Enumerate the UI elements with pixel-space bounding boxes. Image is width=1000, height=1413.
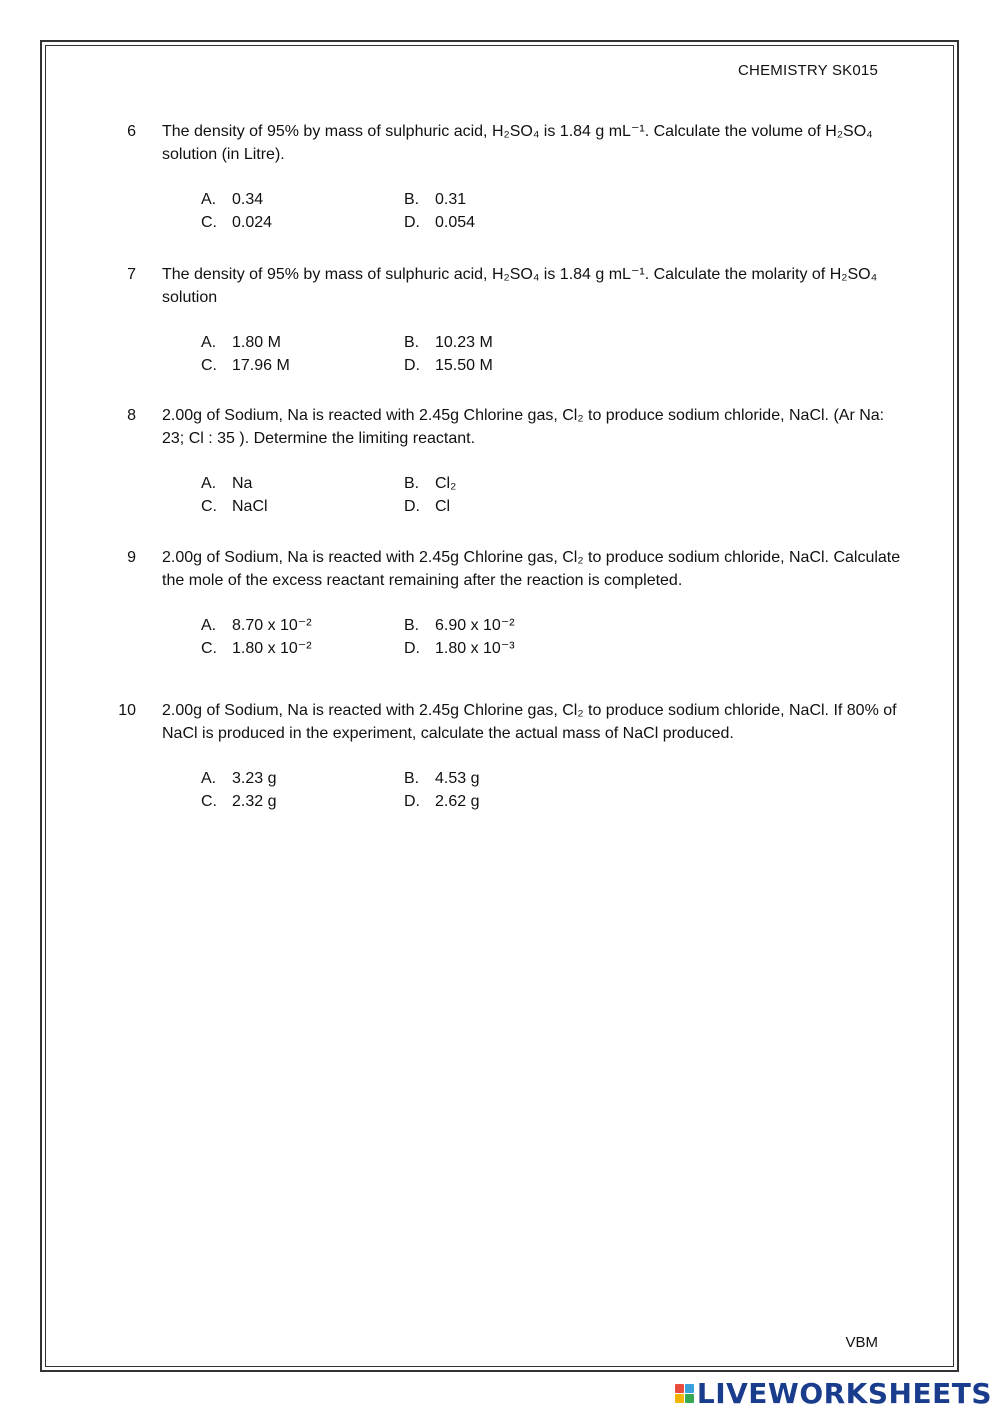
option-b[interactable] [404, 767, 604, 790]
question-text: 2.00g of Sodium, Na is reacted with 2.45g Chlorine gas, Cl₂ to produce sodium chloride, NaCl. If 80% of NaCl is produced in the experiment, calculate the actual mass of NaCl produced. [162, 702, 897, 742]
option-letter: C. [201, 498, 217, 515]
option-text: Cl [435, 498, 451, 515]
question-text: The density of 95% by mass of sulphuric acid, H₂SO₄ is 1.84 g mL⁻¹. Calculate the molarity of H₂SO₄ solution [162, 266, 878, 306]
option-letter: A. [201, 770, 217, 787]
question-text: 2.00g of Sodium, Na is reacted with 2.45g Chlorine gas, Cl₂ to produce sodium chloride, NaCl. (Ar Na: 23; Cl : 35 ). Determine the limiting reactant. [162, 407, 885, 447]
option-c[interactable] [201, 354, 404, 377]
options-group [201, 472, 906, 518]
option-letter: C. [201, 214, 217, 231]
liveworksheets-logo[interactable] [675, 1375, 992, 1411]
option-a[interactable] [201, 331, 404, 354]
option-c[interactable] [201, 637, 404, 660]
option-text: 0.024 [232, 214, 273, 231]
question-8 [116, 404, 906, 518]
logo-block [675, 1384, 684, 1393]
question-number: 8 [127, 407, 136, 424]
option-b[interactable] [404, 188, 604, 211]
option-letter: A. [201, 617, 217, 634]
option-d[interactable] [404, 354, 604, 377]
option-letter: C. [201, 640, 217, 657]
option-letter: D. [404, 498, 420, 515]
option-text: 2.62 g [435, 793, 480, 810]
option-b[interactable] [404, 472, 604, 495]
option-text: NaCl [232, 498, 268, 515]
logo-block [685, 1394, 694, 1403]
option-b[interactable] [404, 614, 604, 637]
footer-code: VBM [845, 1334, 878, 1351]
option-text: 15.50 M [435, 357, 493, 374]
option-b[interactable] [404, 331, 604, 354]
option-letter: D. [404, 640, 420, 657]
option-letter: B. [404, 334, 420, 351]
option-text: 1.80 x 10⁻² [232, 640, 312, 657]
option-letter: B. [404, 191, 420, 208]
question-6 [116, 120, 906, 234]
question-number: 9 [127, 549, 136, 566]
option-letter: C. [201, 793, 217, 810]
question-7 [116, 263, 906, 377]
option-c[interactable] [201, 790, 404, 813]
option-text: 0.054 [435, 214, 476, 231]
options-group [201, 767, 906, 813]
option-text: 0.31 [435, 191, 467, 208]
logo-block [685, 1384, 694, 1393]
question-number: 10 [118, 702, 136, 719]
options-group [201, 188, 906, 234]
option-text: 10.23 M [435, 334, 493, 351]
question-number: 6 [127, 123, 136, 140]
option-text: 6.90 x 10⁻² [435, 617, 515, 634]
options-group [201, 331, 906, 377]
question-text: 2.00g of Sodium, Na is reacted with 2.45g Chlorine gas, Cl₂ to produce sodium chloride, NaCl. Calculate the mole of the excess reactant remaining after the reaction is completed. [162, 549, 901, 589]
option-letter: B. [404, 475, 420, 492]
option-text: 2.32 g [232, 793, 277, 810]
option-letter: B. [404, 617, 420, 634]
header-title: CHEMISTRY SK015 [738, 62, 878, 79]
option-text: Cl₂ [435, 475, 457, 492]
logo-blocks-icon [675, 1384, 694, 1403]
option-letter: D. [404, 357, 420, 374]
option-a[interactable] [201, 188, 404, 211]
question-9 [116, 546, 906, 660]
option-text: 3.23 g [232, 770, 277, 787]
option-d[interactable] [404, 495, 604, 518]
option-letter: A. [201, 334, 217, 351]
option-d[interactable] [404, 637, 604, 660]
option-letter: D. [404, 793, 420, 810]
option-letter: D. [404, 214, 420, 231]
option-text: 17.96 M [232, 357, 290, 374]
option-c[interactable] [201, 495, 404, 518]
option-letter: B. [404, 770, 420, 787]
option-text: 1.80 M [232, 334, 281, 351]
option-d[interactable] [404, 790, 604, 813]
option-text: 0.34 [232, 191, 264, 208]
option-text: Na [232, 475, 253, 492]
option-letter: A. [201, 191, 217, 208]
option-letter: A. [201, 475, 217, 492]
option-letter: C. [201, 357, 217, 374]
option-text: 8.70 x 10⁻² [232, 617, 312, 634]
question-number: 7 [127, 266, 136, 283]
question-10 [116, 699, 906, 813]
logo-block [675, 1394, 684, 1403]
options-group [201, 614, 906, 660]
option-text: 4.53 g [435, 770, 480, 787]
option-text: 1.80 x 10⁻³ [435, 640, 515, 657]
question-text: The density of 95% by mass of sulphuric acid, H₂SO₄ is 1.84 g mL⁻¹. Calculate the volume of H₂SO₄ solution (in Litre). [162, 123, 873, 163]
option-d[interactable] [404, 211, 604, 234]
option-a[interactable] [201, 472, 404, 495]
option-a[interactable] [201, 614, 404, 637]
logo-text: LIVEWORKSHEETS [696, 1376, 992, 1410]
option-a[interactable] [201, 767, 404, 790]
option-c[interactable] [201, 211, 404, 234]
